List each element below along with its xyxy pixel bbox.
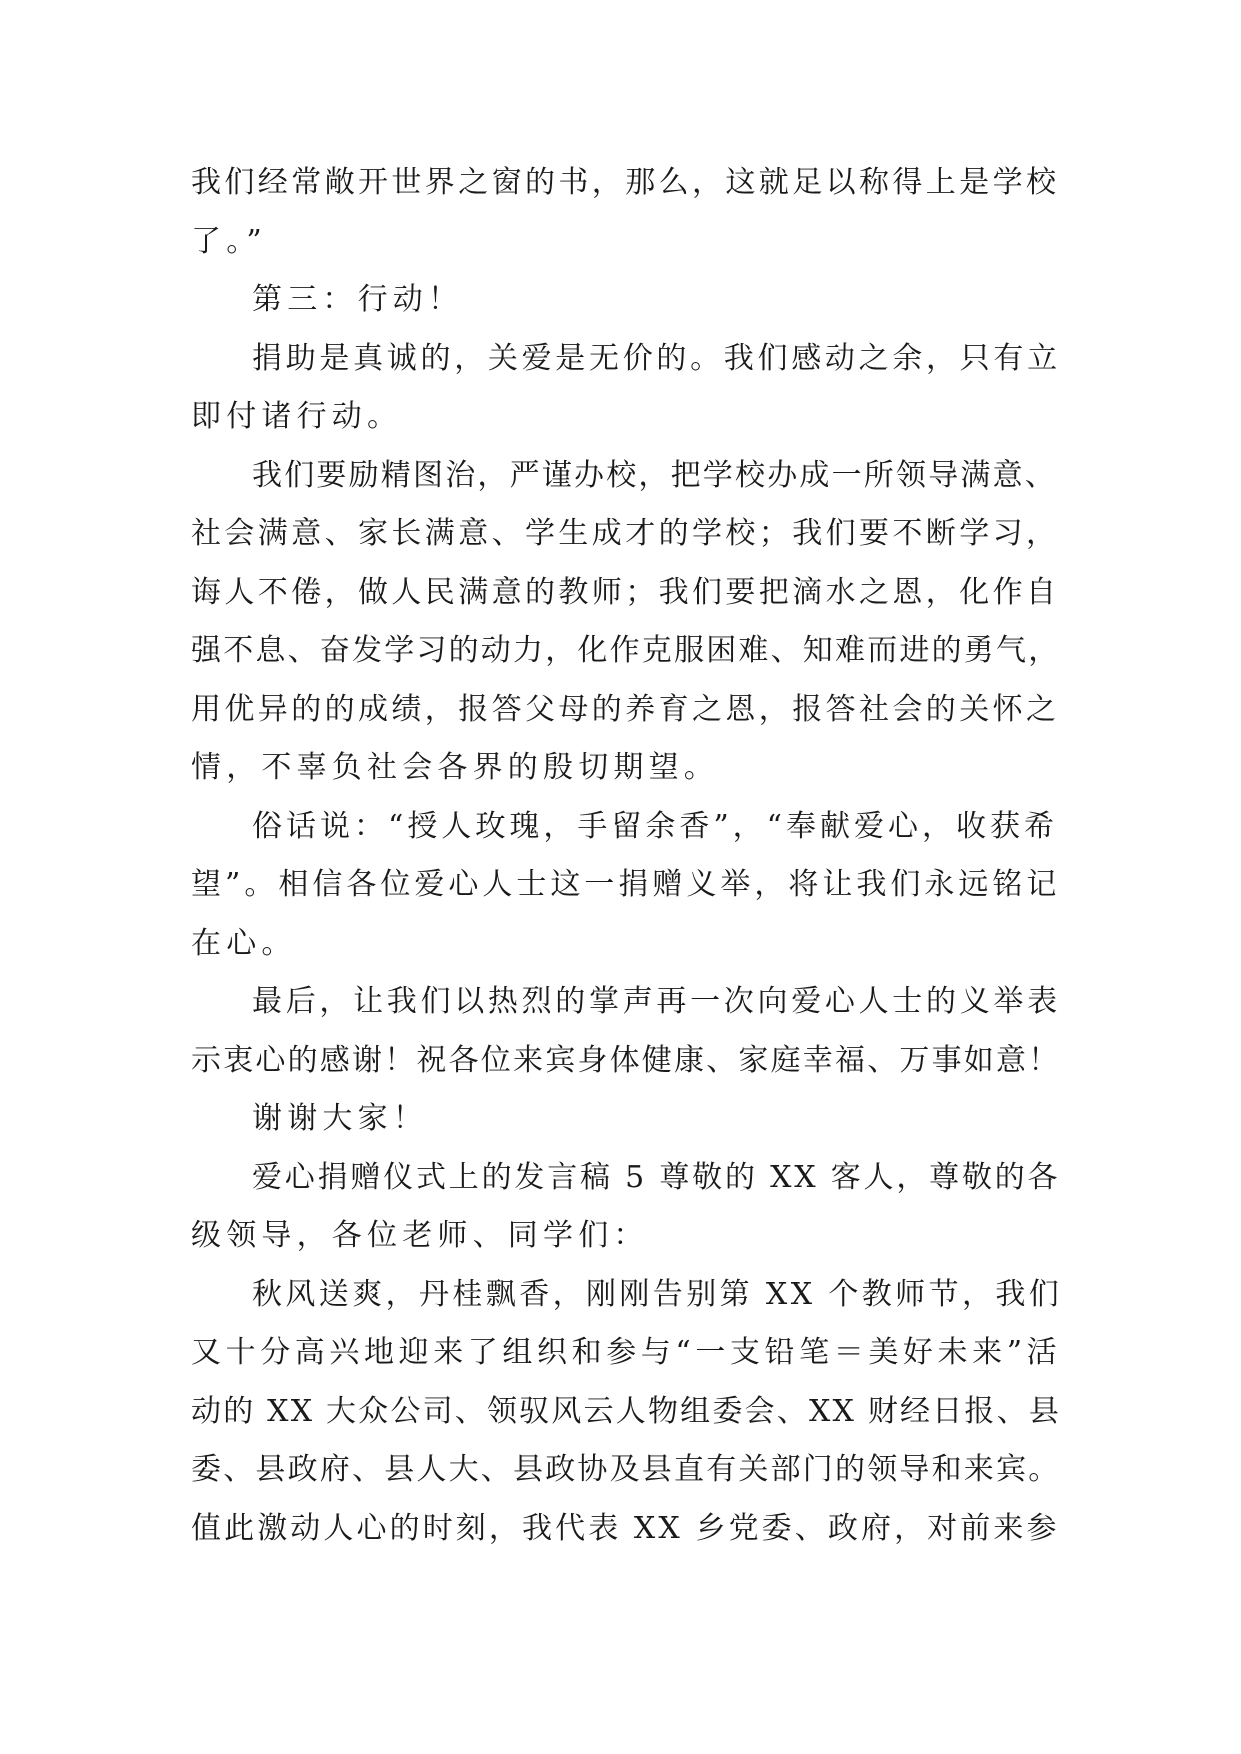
text-line: 望”。相信各位爱心人士这一捐赠义举，将让我们永远铭记 xyxy=(191,867,1061,902)
paragraph-9 xyxy=(191,1266,1063,1559)
paragraph-1 xyxy=(191,154,1063,271)
text-line: 捐助是真诚的，关爱是无价的。我们感动之余，只有立 xyxy=(252,340,1061,376)
text-line: 在心。 xyxy=(191,925,297,961)
paragraph-6 xyxy=(191,973,1063,1090)
paragraph-5 xyxy=(191,798,1063,974)
text-line: 俗话说：“授人玫瑰，手留余香”，“奉献爱心，收获希 xyxy=(252,808,1059,844)
paragraph-8 xyxy=(191,1149,1063,1266)
text-line: 级领导，各位老师、同学们： xyxy=(191,1218,649,1253)
text-line: 用优异的的成绩，报答父母的养育之恩，报答社会的关怀之 xyxy=(191,691,1060,727)
paragraph-7 xyxy=(191,1090,1063,1149)
text-line: 强不息、奋发学习的动力，化作克服困难、知难而进的勇气， xyxy=(191,633,1061,668)
text-line: 最后，让我们以热烈的掌声再一次向爱心人士的义举表 xyxy=(252,984,1061,1019)
text-line: 谢谢大家！ xyxy=(252,1101,428,1136)
text-line: 动的 XX 大众公司、领驭风云人物组委会、XX 财经日报、县 xyxy=(191,1393,1062,1429)
paragraph-3 xyxy=(191,330,1063,447)
text-line: 值此激动人心的时刻，我代表 XX 乡党委、政府，对前来参 xyxy=(191,1510,1060,1546)
text-line: 社会满意、家长满意、学生成才的学校；我们要不断学习， xyxy=(191,516,1060,551)
paragraph-4 xyxy=(191,447,1063,798)
paragraph-2 xyxy=(191,271,1063,330)
text-line: 情，不辜负社会各界的殷切期望。 xyxy=(191,750,719,785)
document-body xyxy=(191,154,1063,1558)
text-line: 爱心捐赠仪式上的发言稿 5 尊敬的 XX 客人，尊敬的各 xyxy=(252,1159,1061,1195)
text-line: 即付诸行动。 xyxy=(191,399,403,434)
text-line: 我们经常敞开世界之窗的书，那么，这就足以称得上是学校 xyxy=(191,165,1060,200)
text-line: 示衷心的感谢！祝各位来宾身体健康、家庭幸福、万事如意！ xyxy=(191,1042,1061,1078)
text-line: 诲人不倦，做人民满意的教师；我们要把滴水之恩，化作自 xyxy=(191,574,1060,610)
text-line: 又十分高兴地迎来了组织和参与“一支铅笔＝美好未来”活 xyxy=(191,1335,1062,1370)
text-line: 秋风送爽，丹桂飘香，刚刚告别第 XX 个教师节，我们 xyxy=(252,1276,1063,1312)
text-line: 我们要励精图治，严谨办校，把学校办成一所领导满意、 xyxy=(252,457,1057,493)
section-heading: 第三：行动！ xyxy=(252,282,464,317)
text-line: 委、县政府、县人大、县政协及县直有关部门的领导和来宾。 xyxy=(191,1452,1061,1487)
text-line: 了。” xyxy=(191,223,267,259)
